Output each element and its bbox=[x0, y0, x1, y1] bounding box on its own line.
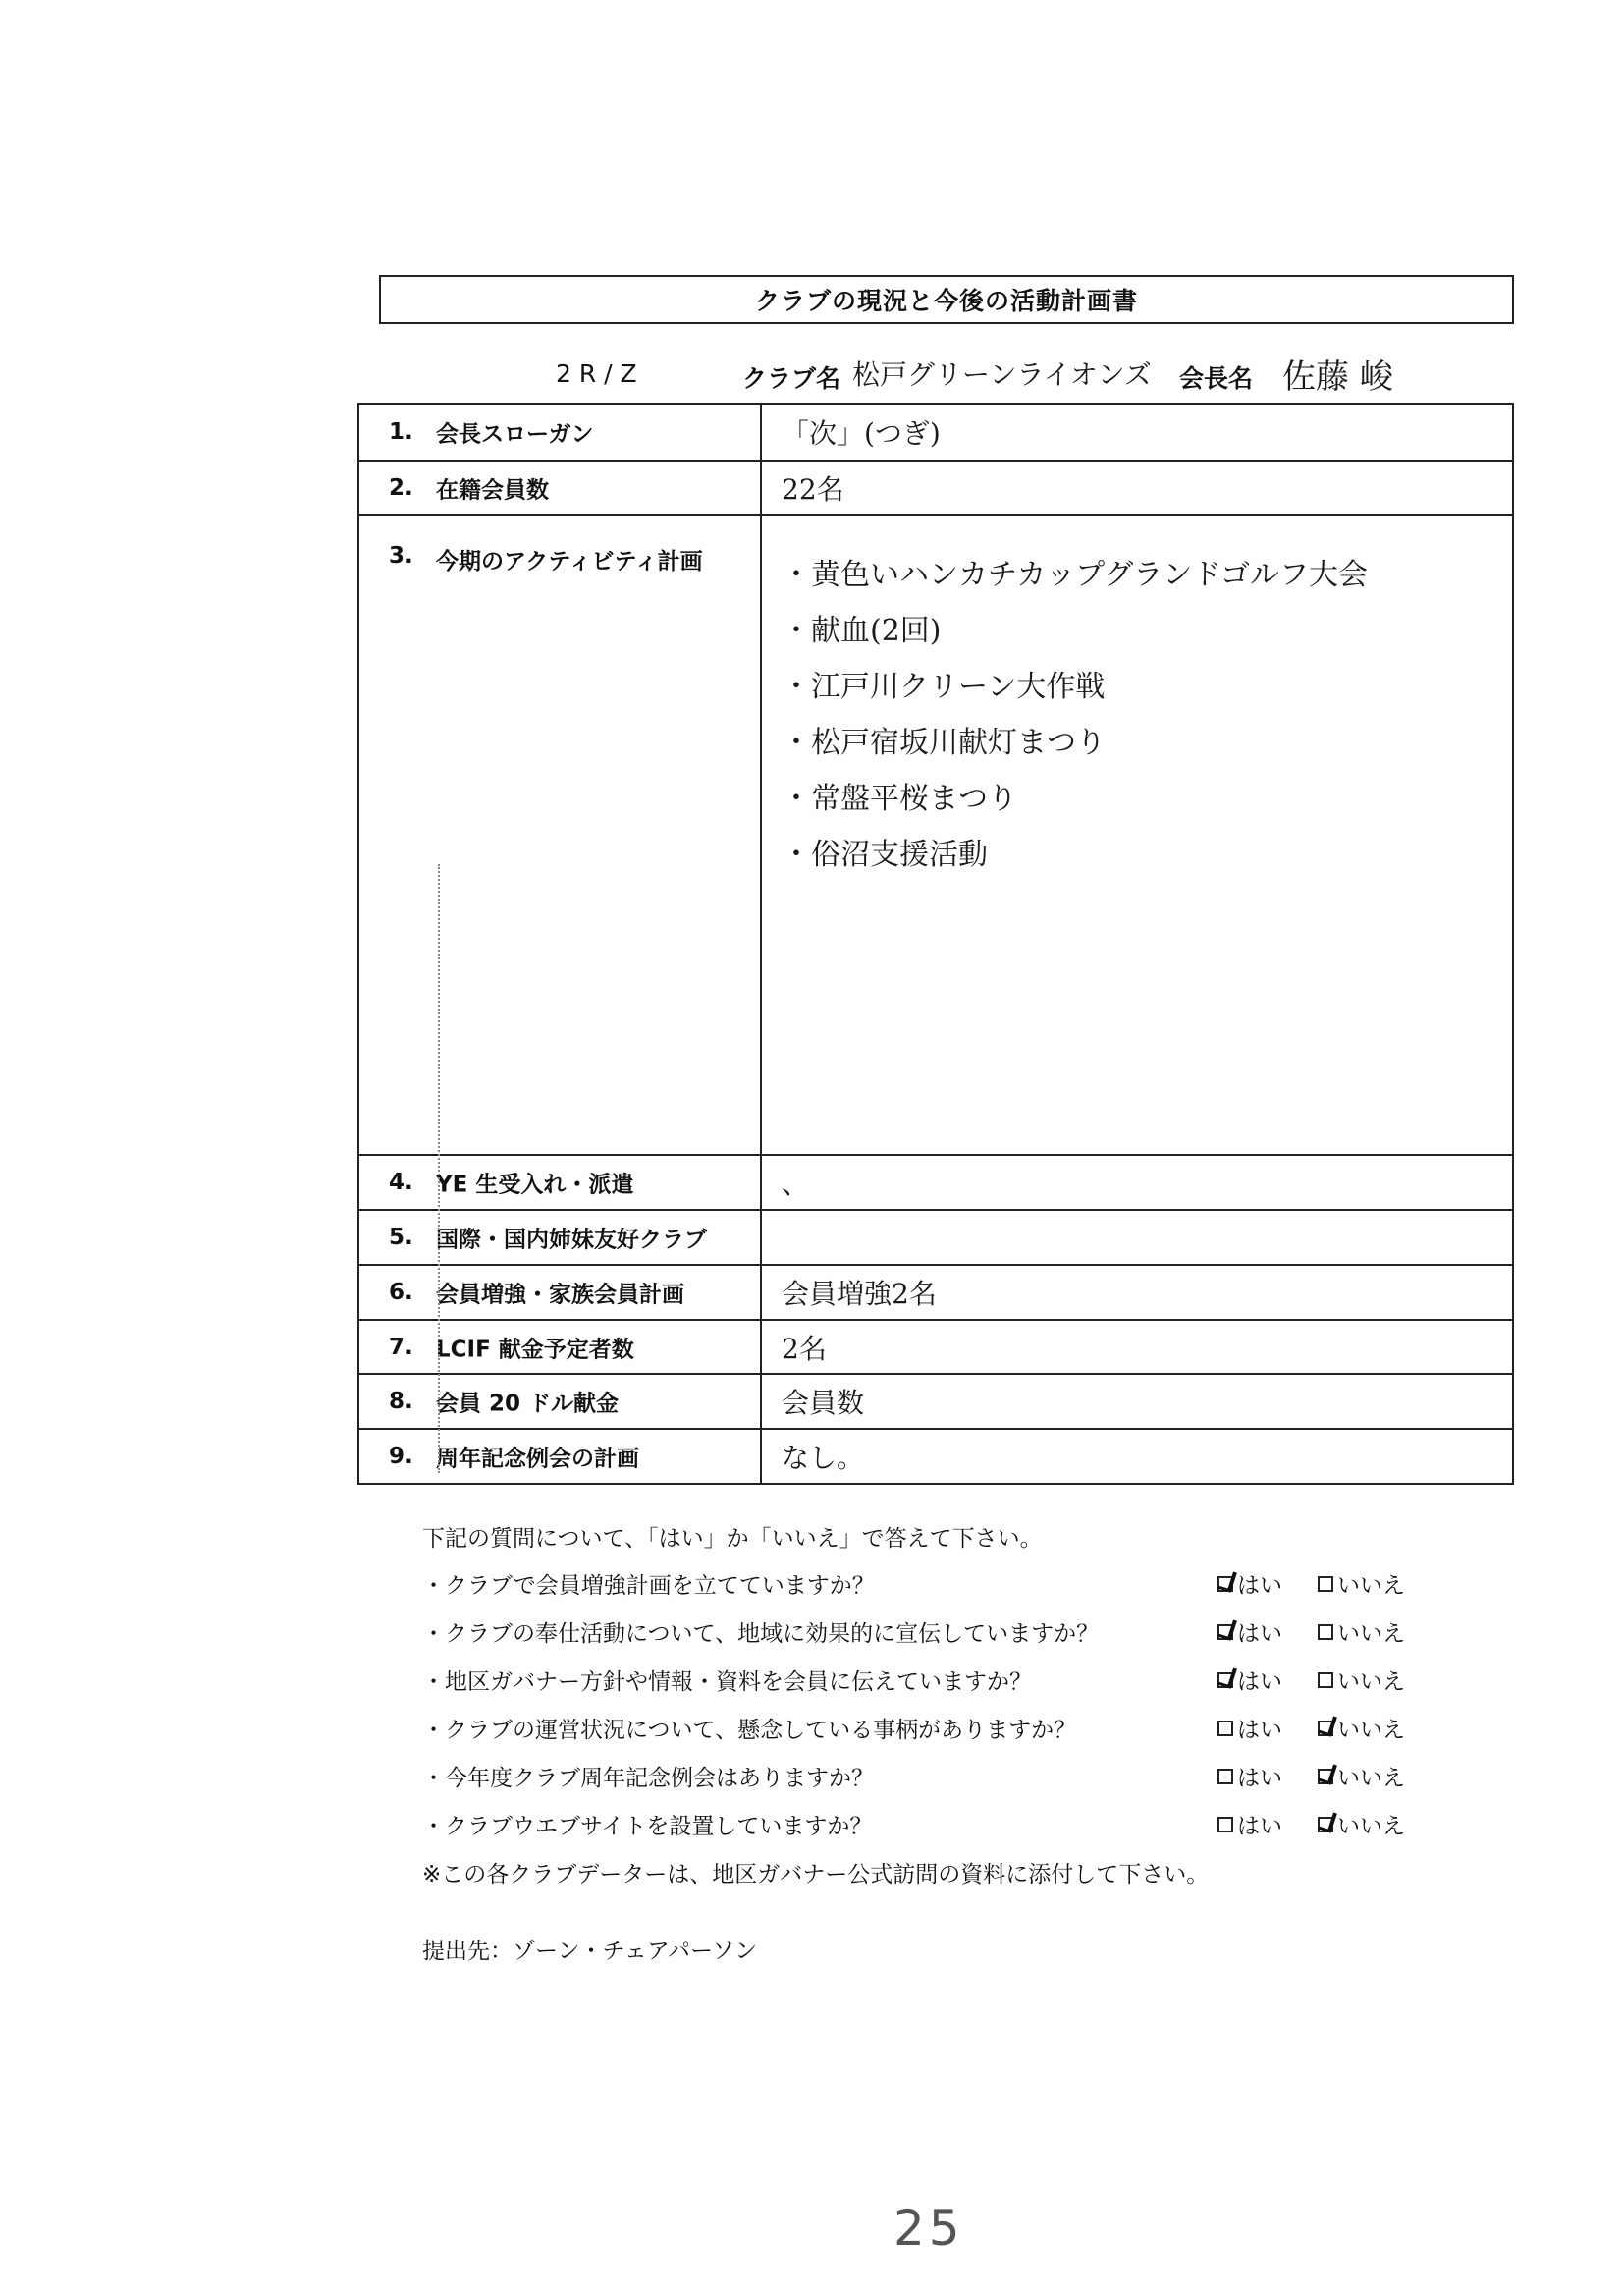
row-number: 5. bbox=[389, 1225, 413, 1250]
question-text: ・今年度クラブ周年記念例会はありますか？ bbox=[422, 1766, 874, 1791]
yes-option[interactable] bbox=[1217, 1615, 1282, 1648]
question-text: ・クラブの運営状況について、懸念している事柄がありますか？ bbox=[422, 1718, 1077, 1743]
table-row bbox=[359, 1266, 1512, 1321]
no-option[interactable] bbox=[1318, 1615, 1405, 1648]
yes-checkbox[interactable] bbox=[1217, 1624, 1233, 1640]
row-number: 7. bbox=[389, 1334, 413, 1360]
club-name-value: 松戸グリーンライオンズ bbox=[852, 358, 1152, 391]
submit-to: 提出先：ゾーン・チェアパーソン bbox=[422, 1939, 758, 1964]
slogan-value: 「次」(つぎ) bbox=[782, 417, 941, 450]
row-label: 在籍会員数 bbox=[436, 477, 549, 503]
question-row bbox=[422, 1712, 1424, 1751]
yes-option[interactable] bbox=[1217, 1664, 1282, 1696]
yes-label: はい bbox=[1237, 1669, 1282, 1695]
row-label: 会長スローガン bbox=[436, 421, 594, 448]
no-label: いいえ bbox=[1337, 1669, 1405, 1695]
member-count-value: 22名 bbox=[782, 472, 844, 506]
table-row bbox=[359, 462, 1512, 516]
no-option[interactable] bbox=[1318, 1567, 1405, 1600]
question-text: ・クラブで会員増強計画を立てていますか？ bbox=[422, 1573, 875, 1599]
yes-checkbox[interactable] bbox=[1217, 1576, 1233, 1592]
ye-value: 、 bbox=[782, 1168, 810, 1200]
attachment-note: ※この各クラブデーターは、地区ガバナー公式訪問の資料に添付して下さい。 bbox=[422, 1862, 1210, 1887]
yes-option[interactable] bbox=[1217, 1567, 1282, 1600]
list-item: ・黄色いハンカチカップグランドゴルフ大会 bbox=[782, 558, 1368, 592]
row-label: 今期のアクティビティ計画 bbox=[436, 549, 703, 574]
row-number: 6. bbox=[389, 1280, 413, 1305]
row-number: 3. bbox=[389, 543, 413, 569]
question-row bbox=[422, 1664, 1424, 1703]
question-row bbox=[422, 1808, 1424, 1847]
row-number: 2. bbox=[389, 474, 413, 501]
row-label: 周年記念例会の計画 bbox=[436, 1446, 639, 1472]
yes-label: はい bbox=[1237, 1573, 1282, 1599]
no-label: いいえ bbox=[1337, 1573, 1405, 1599]
no-checkbox[interactable] bbox=[1318, 1817, 1333, 1832]
no-checkbox[interactable] bbox=[1318, 1672, 1333, 1688]
no-option[interactable] bbox=[1318, 1664, 1405, 1696]
no-option[interactable] bbox=[1318, 1712, 1405, 1744]
yes-option[interactable] bbox=[1217, 1760, 1282, 1792]
club-info-line bbox=[379, 352, 1514, 401]
no-option[interactable] bbox=[1318, 1760, 1405, 1792]
yes-checkbox[interactable] bbox=[1217, 1769, 1233, 1784]
question-text: ・地区ガバナー方針や情報・資料を会員に伝えていますか？ bbox=[422, 1669, 1032, 1695]
president-name-label: 会長名 bbox=[1179, 364, 1254, 393]
no-label: いいえ bbox=[1337, 1718, 1405, 1743]
list-item: ・常盤平桜まつり bbox=[782, 782, 1017, 816]
row-label: 会員 20 ドル献金 bbox=[436, 1391, 620, 1417]
yes-label: はい bbox=[1237, 1718, 1282, 1743]
table-row bbox=[359, 1375, 1512, 1430]
region-zone: 2 R / Z bbox=[556, 359, 637, 388]
yes-checkbox[interactable] bbox=[1217, 1672, 1233, 1688]
yes-label: はい bbox=[1237, 1766, 1282, 1791]
row-number: 1. bbox=[389, 419, 413, 445]
no-label: いいえ bbox=[1337, 1621, 1405, 1647]
table-row bbox=[359, 405, 1512, 462]
president-name-value: 佐藤 峻 bbox=[1282, 357, 1393, 397]
no-checkbox[interactable] bbox=[1318, 1576, 1333, 1592]
list-item: ・献血(2回) bbox=[782, 614, 942, 648]
no-checkbox[interactable] bbox=[1318, 1624, 1333, 1640]
question-row bbox=[422, 1760, 1424, 1799]
scan-mark bbox=[438, 864, 440, 1473]
row-label: YE 生受入れ・派遣 bbox=[436, 1172, 634, 1198]
no-label: いいえ bbox=[1337, 1766, 1405, 1791]
list-item: ・松戸宿坂川献灯まつり bbox=[782, 726, 1106, 760]
question-row bbox=[422, 1615, 1424, 1655]
row-number: 8. bbox=[389, 1389, 413, 1414]
membership-plan-value: 会員増強2名 bbox=[782, 1278, 937, 1310]
table-row bbox=[359, 1430, 1512, 1483]
yes-checkbox[interactable] bbox=[1217, 1721, 1233, 1736]
list-item: ・江戸川クリーン大作戦 bbox=[782, 670, 1106, 704]
yes-label: はい bbox=[1237, 1814, 1282, 1839]
row-label: 会員増強・家族会員計画 bbox=[436, 1282, 684, 1308]
activity-list bbox=[782, 547, 1368, 883]
no-checkbox[interactable] bbox=[1318, 1769, 1333, 1784]
yes-option[interactable] bbox=[1217, 1712, 1282, 1744]
row-number: 4. bbox=[389, 1170, 413, 1195]
question-text: ・クラブウエブサイトを設置していますか？ bbox=[422, 1814, 873, 1839]
yes-label: はい bbox=[1237, 1621, 1282, 1647]
row-label: LCIF 献金予定者数 bbox=[436, 1337, 634, 1362]
anniversary-value: なし。 bbox=[782, 1442, 865, 1474]
lcif-value: 2名 bbox=[782, 1332, 827, 1365]
twenty-dollar-value: 会員数 bbox=[782, 1387, 865, 1419]
club-name-label: クラブ名 bbox=[742, 364, 841, 393]
no-option[interactable] bbox=[1318, 1808, 1405, 1840]
row-label: 国際・国内姉妹友好クラブ bbox=[436, 1227, 707, 1253]
question-text: ・クラブの奉仕活動について、地域に効果的に宣伝していますか？ bbox=[422, 1621, 1100, 1647]
table-row bbox=[359, 1211, 1512, 1266]
page-number: 25 bbox=[893, 2200, 964, 2257]
row-number: 9. bbox=[389, 1444, 413, 1469]
activity-plan-table bbox=[357, 403, 1514, 1485]
table-row bbox=[359, 1156, 1512, 1211]
list-item: ・俗沼支援活動 bbox=[782, 838, 988, 872]
no-checkbox[interactable] bbox=[1318, 1721, 1333, 1736]
document-title: クラブの現況と今後の活動計画書 bbox=[379, 275, 1514, 324]
no-label: いいえ bbox=[1337, 1814, 1405, 1839]
table-row bbox=[359, 1321, 1512, 1375]
questionnaire-intro: 下記の質問について、「はい」か「いいえ」で答えて下さい。 bbox=[422, 1526, 1043, 1552]
yes-checkbox[interactable] bbox=[1217, 1817, 1233, 1832]
question-row bbox=[422, 1567, 1424, 1607]
yes-option[interactable] bbox=[1217, 1808, 1282, 1840]
